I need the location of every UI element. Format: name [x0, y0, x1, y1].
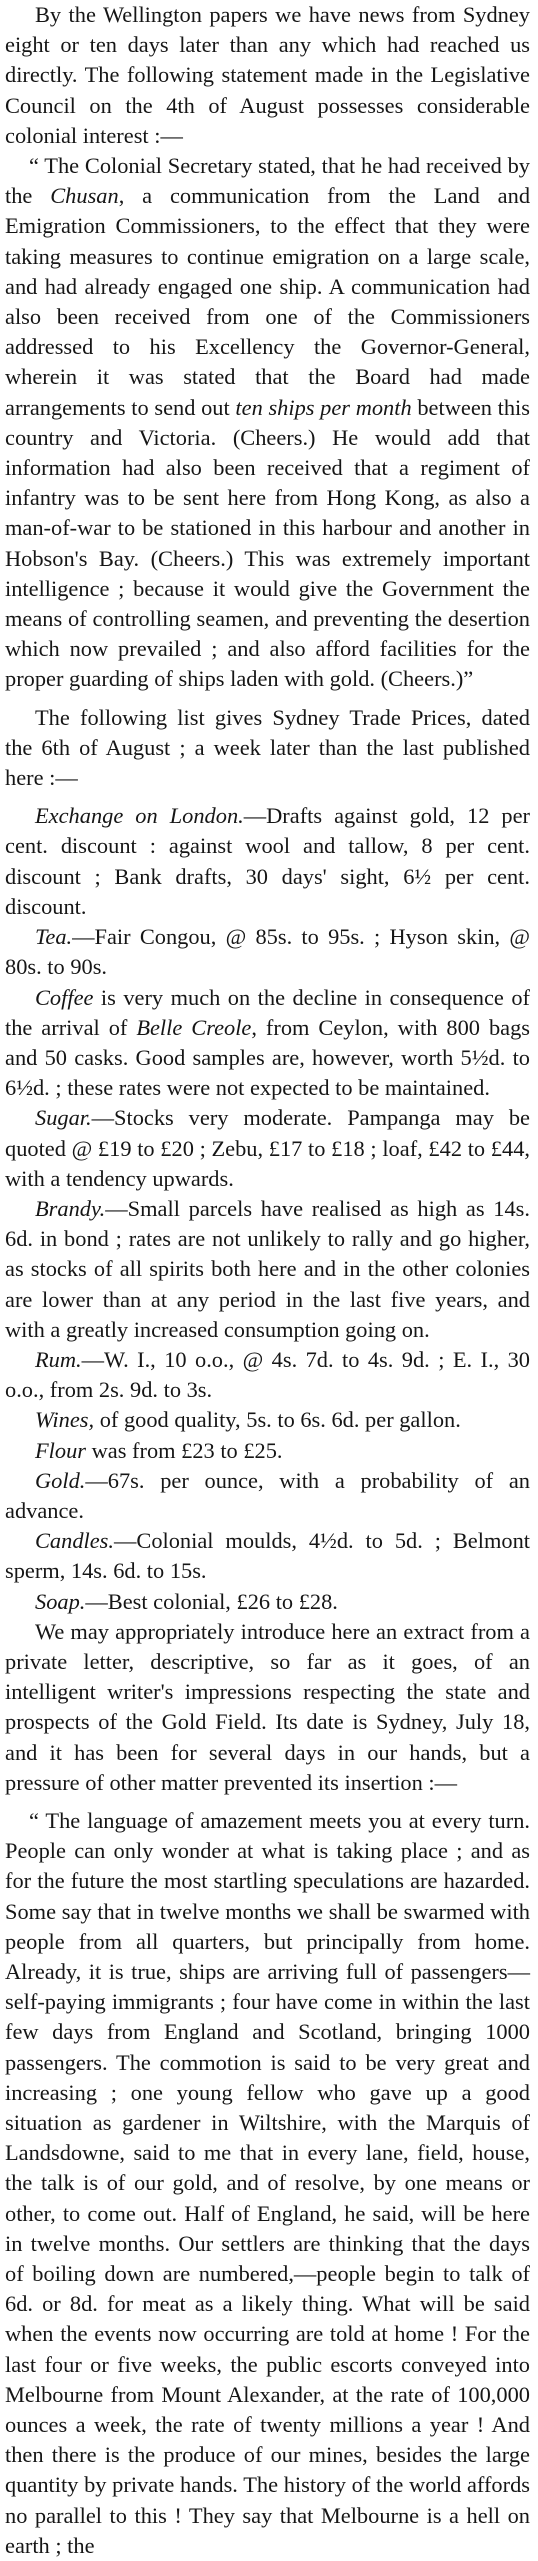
price-label: Candles. — [35, 1528, 114, 1554]
price-text: was from £23 to £25. — [86, 1437, 283, 1463]
price-label: Flour — [35, 1437, 87, 1463]
price-label: Gold. — [35, 1467, 86, 1493]
price-label: Brandy. — [35, 1195, 106, 1221]
price-item-wines — [5, 1405, 530, 1435]
price-item-flour — [5, 1436, 530, 1466]
price-text: is very much on the decline in consequence of the arrival of — [5, 984, 530, 1040]
letter-intro-paragraph: We may appropriately introduce here an extract from a private letter, descriptive, so far as it goes, of an intelligent writer's impressions respecting the state and prospects of the Gold Field. Its date is Sydney, July 18, and it has been for several days in our hands, but a pressure of other matter prevented its insertion :— — [5, 1618, 530, 1795]
price-label: Soap. — [35, 1588, 86, 1614]
quote-middle: , a communication from the Land and Emigration Commissioners, to the effect that they were taking measures to continue emigration on a large scale, and had already engaged one ship. A communication had also been received from one of the Commissioners addressed to his Excellency the Governor-General, wherein it was stated that the Board had made arrangements to send out — [5, 183, 531, 420]
price-item-exchange — [5, 801, 530, 922]
price-item-tea — [5, 922, 530, 982]
price-text: —67s. per ounce, with a probability of an advance. — [5, 1467, 530, 1523]
price-text: —Colonial moulds, 4½d. to 5d. ; Belmont sperm, 14s. 6d. to 15s. — [5, 1528, 530, 1584]
council-statement-quote — [5, 151, 530, 695]
quote-open: “ The Colonial Secretary stated, that he had received by the — [5, 153, 530, 209]
price-text: —W. I., 10 o.o., @ 4s. 7d. to 4s. 9d. ; E. I., 30 o.o., from 2s. 9d. to 3s. — [5, 1346, 530, 1403]
intro-paragraph: By the Wellington papers we have news from Sydney eight or ten days later than any which had reached us directly. The following statement made in the Legislative Council on the 4th of August possesses considerable colonial interest :— — [5, 2, 530, 148]
price-item-coffee — [5, 983, 530, 1104]
price-item-candles — [5, 1526, 530, 1586]
price-text: —Fair Congou, @ 85s. to 95s. ; Hyson skin, @ 80s. to 90s. — [5, 924, 530, 980]
quote-end: between this country and Victoria. (Cheers.) He would add that information had also been received that a regiment of infantry was to be sent here from Hong Kong, as also a man-of-war to be stationed in this harbour and another in Hobson's Bay. (Cheers.) This was extremely important intelligence ; because it would give the Government the means of controlling seamen, and preventing the desertion which now prevailed ; and also afford facilities for the proper guarding of ships laden with gold. (Cheers.)” — [5, 394, 530, 692]
price-text: of good quality, 5s. to 6s. 6d. per gallon. — [94, 1407, 461, 1433]
price-item-soap — [5, 1587, 530, 1617]
quote-emphasis: ten ships per month — [235, 394, 412, 420]
price-text: —Stocks very moderate. Pampanga may be quoted @ £19 to £20 ; Zebu, £17 to £18 ; loaf, £42 to £44, with a tendency upwards. — [5, 1105, 530, 1191]
price-label: Wines, — [35, 1407, 95, 1433]
price-label: Rum. — [35, 1346, 82, 1372]
price-label: Tea. — [35, 924, 73, 950]
price-list — [5, 801, 530, 1616]
private-letter-quote: “ The language of amazement meets you at every turn. People can only wonder at what is taking place ; and as for the future the most startling speculations are hazarded. Some say that in twelve months we shall be swarmed with people from all quarters, but principally from home. Already, it is true, ships are arriving full of passengers—self-paying immigrants ; four have come in within the last few days from England and Scotland, bringing 1000 passengers. The commotion is said to be very great and increasing ; one young fellow who gave up a good situation as gardener in Wiltshire, with the Marquis of Landsdowne, said to me that in every lane, field, house, the talk is of our gold, and of resolve, by one means or other, to come out. Half of England, he said, will be here in twelve months. Our settlers are thinking that the days of boiling down are numbered,—people begin to talk of 6d. or 8d. for meat as a likely thing. What will be said when the events now occurring are told at home ! For the last four or five weeks, the public escorts conveyed into Melbourne from Mount Alexander, at the rate of 100,000 ounces a week, the rate of twenty millions a year ! And then there is the produce of our mines, besides the large quantity by private hands. The history of the world affords no parallel to this ! They say that Melbourne is a hell on earth ; the — [5, 1807, 530, 2558]
price-item-sugar — [5, 1103, 530, 1194]
trade-prices-intro: The following list gives Sydney Trade Prices, dated the 6th of August ; a week later than the last published here :— — [5, 704, 530, 791]
ship-name: Chusan — [50, 183, 119, 209]
ship-name: Belle Creole — [136, 1014, 252, 1040]
price-text: —Small parcels have realised as high as 14s. 6d. in bond ; rates are not unlikely to rally and go higher, as stocks of all spirits both here and in the other colonies are lower than at any period in the last five years, and with a greatly increased consumption going on. — [5, 1195, 530, 1342]
price-label: Sugar. — [35, 1105, 92, 1131]
price-text-continued: , from Ceylon, with 800 bags and 50 casks. Good samples are, however, worth 5½d. to 6½d. ; these rates were not expected to be maintained. — [5, 1014, 530, 1101]
price-item-rum — [5, 1345, 530, 1405]
price-item-gold — [5, 1466, 530, 1526]
price-text: —Drafts against gold, 12 per cent. discount : against wool and tallow, 8 per cent. discount ; Bank drafts, 30 days' sight, 6½ per cent. discount. — [5, 803, 531, 919]
price-text: —Best colonial, £26 to £28. — [85, 1588, 338, 1614]
price-label: Coffee — [35, 984, 94, 1010]
price-item-brandy — [5, 1194, 530, 1345]
price-label: Exchange on London. — [35, 803, 244, 829]
